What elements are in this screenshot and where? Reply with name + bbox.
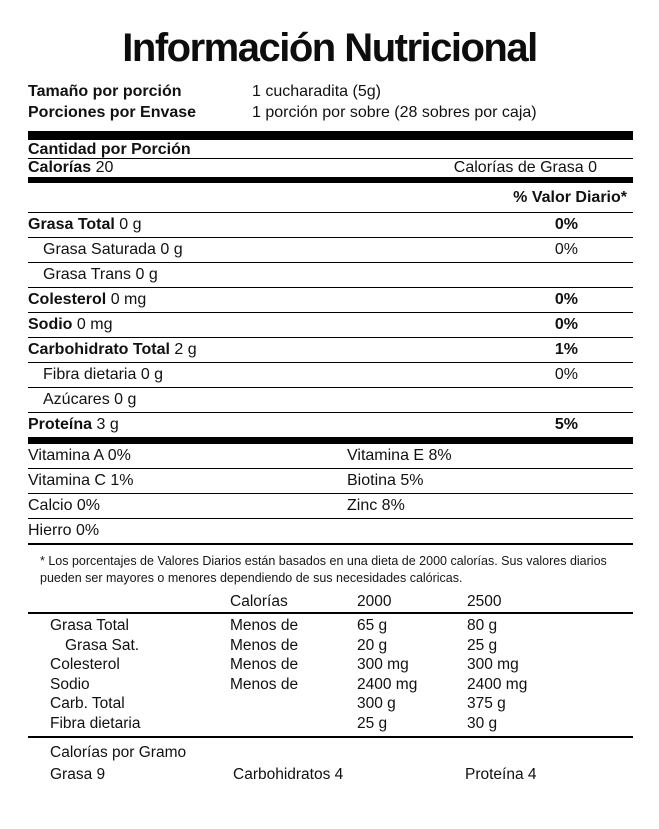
dv-cholesterol: 0% [554, 291, 578, 308]
dv-total-carbohydrate: 1% [554, 341, 578, 358]
nutrient-row-total-carbohydrate: Carbohidrato Total 2 g 1% [28, 338, 633, 363]
ref-header-2000: 2000 [357, 593, 392, 610]
vitamin-row-4 [28, 519, 633, 545]
table-row: Grasa Total Menos de 65 g 80 g [50, 617, 498, 634]
serving-size-row [28, 81, 633, 102]
vitamin-row-1 [28, 444, 633, 469]
table-row: Grasa Sat. Menos de 20 g 25 g [65, 636, 498, 654]
dv-protein: 5% [554, 416, 578, 433]
calcium: Calcio 0% [28, 497, 101, 514]
dv-sodium: 0% [554, 316, 578, 333]
thick-rule-vitamins [28, 437, 633, 444]
cpg-carbohydrates: Carbohidratos 4 [233, 766, 344, 783]
calories-from-fat: Calorías de Grasa 0 [453, 159, 597, 176]
table-row: Colesterol Menos de 300 mg 300 mg [50, 656, 519, 673]
nutrient-row-saturated-fat: Grasa Saturada 0 g 0% [28, 238, 633, 263]
ref-header-2500: 2500 [467, 593, 502, 610]
dv-dietary-fiber: 0% [554, 366, 578, 383]
daily-value-header: % Valor Diario* [28, 183, 633, 213]
servings-per-container-row [28, 102, 633, 123]
cpg-fat: Grasa 9 [50, 766, 106, 783]
daily-value-footnote: * Los porcentajes de Valores Diarios están basados en una dieta de 2000 calorías. Sus valores diarios pueden ser mayores o menores dependiendo de sus necesidades calóricas. [40, 554, 607, 585]
cpg-protein: Proteína 4 [465, 766, 537, 783]
dv-saturated-fat: 0% [554, 241, 578, 258]
reference-table-body [28, 614, 633, 738]
nutrient-row-protein: Proteína 3 g 5% [28, 416, 578, 433]
nutrition-label [0, 26, 659, 785]
table-row: Sodio Menos de 2400 mg 2400 mg [50, 675, 528, 693]
table-row: Carb. Total 300 g 375 g [50, 695, 506, 712]
calories-row [28, 159, 633, 177]
nutrient-row-total-fat: Grasa Total 0 g 0% [28, 213, 633, 238]
calories-value: Calorías 20 [28, 159, 114, 176]
serving-size-label: Tamaño por porción [28, 83, 182, 100]
iron: Hierro 0% [28, 522, 100, 539]
amount-per-serving-header: Cantidad por Porción [28, 140, 633, 159]
dv-total-fat: 0% [554, 216, 578, 233]
page-title: Información Nutricional [122, 26, 537, 70]
serving-size-value: 1 cucharadita (5g) [252, 83, 381, 100]
calories-per-gram-title: Calorías por Gramo [50, 744, 187, 761]
servings-per-container-label: Porciones por Envase [28, 104, 197, 121]
nutrient-row-cholesterol: Colesterol 0 mg 0% [28, 288, 633, 313]
zinc: Zinc 8% [347, 497, 405, 514]
vitamin-row-3 [28, 494, 633, 519]
biotin: Biotina 5% [347, 472, 424, 489]
label-body [28, 81, 633, 785]
calories-per-gram-row [28, 765, 633, 785]
reference-table-header [28, 592, 633, 614]
nutrient-row-sodium: Sodio 0 mg 0% [28, 313, 633, 338]
vitamin-e: Vitamina E 8% [347, 447, 452, 464]
vitamin-c: Vitamina C 1% [28, 472, 134, 489]
nutrient-row-sugars: Azúcares 0 g [28, 388, 633, 413]
nutrient-row-trans-fat: Grasa Trans 0 g [28, 263, 633, 288]
nutrient-row-dietary-fiber: Fibra dietaria 0 g 0% [28, 363, 633, 388]
servings-per-container-value: 1 porción por sobre (28 sobres por caja) [252, 104, 537, 121]
table-row: Fibra dietaria 25 g 30 g [50, 714, 498, 732]
vitamin-a: Vitamina A 0% [28, 447, 131, 464]
thick-rule-top [28, 131, 633, 140]
vitamin-row-2 [28, 469, 633, 494]
ref-header-calories: Calorías [230, 593, 288, 610]
serving-info [28, 81, 633, 123]
